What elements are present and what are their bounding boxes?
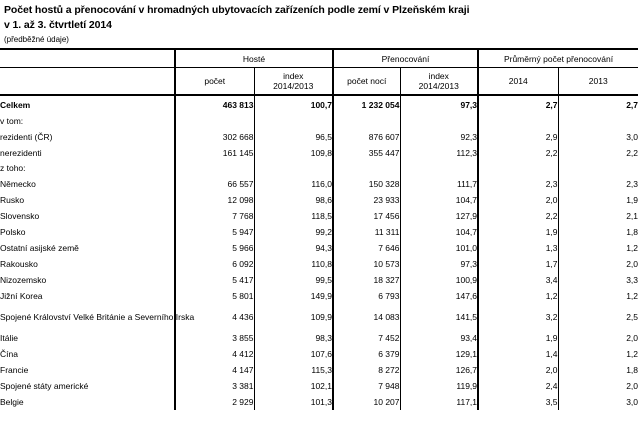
- row-label: Nizozemsko: [0, 274, 47, 285]
- sub-header-noci-index-l2: 2014/2013: [418, 81, 459, 91]
- row-value: 99,5: [254, 272, 333, 288]
- row-value: 3,2: [478, 304, 558, 330]
- row-label: z toho:: [0, 163, 26, 173]
- table-row: [0, 208, 638, 224]
- sub-header-hoste-index: [254, 68, 333, 96]
- row-value: 93,4: [400, 330, 478, 346]
- row-value: 3,3: [558, 272, 638, 288]
- row-value: [558, 114, 638, 129]
- row-value: 101,3: [254, 394, 333, 410]
- page-title-line-1: Počet hostů a přenocování v hromadných ubytovacích zařízeních podle zemí v Plzeňském kraji: [4, 4, 470, 16]
- table-row: [0, 346, 638, 362]
- table-row: [0, 256, 638, 272]
- row-value: 115,3: [254, 362, 333, 378]
- row-value: 7 768: [175, 208, 254, 224]
- row-value: 1,4: [478, 346, 558, 362]
- row-value: 6 092: [175, 256, 254, 272]
- page-title-line-2: v 1. až 3. čtvrtletí 2014: [4, 19, 112, 31]
- row-value: 1,8: [558, 362, 638, 378]
- row-value: 3,0: [558, 129, 638, 145]
- row-value: 18 327: [333, 272, 400, 288]
- row-value: 111,7: [400, 176, 478, 192]
- row-label: Spojené Království Velké Británie a Severního Irska: [0, 311, 195, 322]
- row-value: 104,7: [400, 224, 478, 240]
- row-label: Rusko: [0, 194, 25, 205]
- row-value: 1,2: [558, 288, 638, 304]
- row-value: 2,0: [478, 192, 558, 208]
- row-value: 4 436: [175, 304, 254, 330]
- row-value: 101,0: [400, 240, 478, 256]
- table-body: [0, 95, 638, 410]
- row-label: Rakousko: [0, 258, 38, 269]
- row-value: 23 933: [333, 192, 400, 208]
- group-header-blank: [0, 49, 175, 68]
- row-value: 104,7: [400, 192, 478, 208]
- row-value: 3,5: [478, 394, 558, 410]
- row-value: 129,1: [400, 346, 478, 362]
- row-value: 17 456: [333, 208, 400, 224]
- row-value: 1,8: [558, 224, 638, 240]
- row-value: 109,9: [254, 304, 333, 330]
- row-value: 126,7: [400, 362, 478, 378]
- row-value: 1,9: [558, 192, 638, 208]
- row-value: 127,9: [400, 208, 478, 224]
- row-value: 2,0: [558, 256, 638, 272]
- table-header: [0, 49, 638, 95]
- row-label: Slovensko: [0, 210, 40, 221]
- row-value: 112,3: [400, 145, 478, 161]
- row-value: 2,9: [478, 129, 558, 145]
- row-value: 1,3: [478, 240, 558, 256]
- row-label: rezidenti (ČR): [0, 131, 53, 142]
- group-header-hoste: Hosté: [175, 49, 333, 68]
- row-value: 4 147: [175, 362, 254, 378]
- table-row: [0, 394, 638, 410]
- row-value: 92,3: [400, 129, 478, 145]
- row-value: 302 668: [175, 129, 254, 145]
- row-value: 1,2: [478, 288, 558, 304]
- table-row: [0, 378, 638, 394]
- row-value: 7 452: [333, 330, 400, 346]
- table-row: [0, 224, 638, 240]
- table-sub-header-row: [0, 68, 638, 96]
- row-value: 116,0: [254, 176, 333, 192]
- row-value: [254, 114, 333, 129]
- row-value: 100,9: [400, 272, 478, 288]
- row-value: [558, 161, 638, 176]
- row-value: 119,9: [400, 378, 478, 394]
- row-value: 107,6: [254, 346, 333, 362]
- table-row: [0, 161, 638, 176]
- row-value: [400, 161, 478, 176]
- row-value: 7 948: [333, 378, 400, 394]
- row-label: Belgie: [0, 396, 24, 407]
- row-value: 99,2: [254, 224, 333, 240]
- row-value: 8 272: [333, 362, 400, 378]
- row-label: Jižní Korea: [0, 290, 43, 301]
- sub-header-hoste-pocet: [175, 68, 254, 96]
- row-value: 1,7: [478, 256, 558, 272]
- table-row: [0, 176, 638, 192]
- row-value: 5 947: [175, 224, 254, 240]
- table-row: [0, 362, 638, 378]
- row-value: 6 793: [333, 288, 400, 304]
- row-value: 97,3: [400, 256, 478, 272]
- row-value: 5 801: [175, 288, 254, 304]
- group-header-prenocovani: Přenocování: [333, 49, 478, 68]
- row-value: 118,5: [254, 208, 333, 224]
- row-value: 3 855: [175, 330, 254, 346]
- table-row: [0, 240, 638, 256]
- sub-header-noci-pocet-l1: počet nocí: [347, 76, 387, 86]
- sub-header-noci-index-l1: index: [428, 71, 449, 81]
- row-label: Spojené státy americké: [0, 380, 89, 391]
- row-value: 96,5: [254, 129, 333, 145]
- row-value: 4 412: [175, 346, 254, 362]
- page-subtitle: (předběžné údaje): [4, 35, 69, 44]
- sub-header-prumer-2013-l1: 2013: [588, 76, 608, 86]
- sub-header-noci-pocet: [333, 68, 400, 96]
- row-value: 109,8: [254, 145, 333, 161]
- row-value: 2,3: [558, 176, 638, 192]
- row-value: 14 083: [333, 304, 400, 330]
- row-value: [254, 161, 333, 176]
- row-value: 6 379: [333, 346, 400, 362]
- row-value: 10 573: [333, 256, 400, 272]
- row-value: [175, 114, 254, 129]
- table-row: [0, 192, 638, 208]
- row-value: 2,0: [478, 362, 558, 378]
- row-value: 117,1: [400, 394, 478, 410]
- sub-header-hoste-index-l1: index: [283, 71, 304, 81]
- row-value: 102,1: [254, 378, 333, 394]
- row-value: 2,1: [558, 208, 638, 224]
- row-value: [333, 161, 400, 176]
- row-value: 161 145: [175, 145, 254, 161]
- row-label: Itálie: [0, 332, 18, 343]
- row-label: Německo: [0, 178, 36, 189]
- row-value: 2,4: [478, 378, 558, 394]
- sub-header-prumer-2014: [478, 68, 558, 96]
- row-value: 2,0: [558, 330, 638, 346]
- table-row: [0, 145, 638, 161]
- row-value: 11 311: [333, 224, 400, 240]
- row-value: [400, 114, 478, 129]
- row-label: Čína: [0, 348, 18, 359]
- row-label: Celkem: [0, 99, 31, 110]
- row-value: 100,7: [254, 95, 333, 114]
- row-value: 97,3: [400, 95, 478, 114]
- row-value: 2,2: [478, 208, 558, 224]
- row-value: 10 207: [333, 394, 400, 410]
- table-row: [0, 272, 638, 288]
- table-row: [0, 114, 638, 129]
- row-value: 2,3: [478, 176, 558, 192]
- table-row: [0, 304, 638, 330]
- row-label: Ostatní asijské země: [0, 242, 79, 253]
- table-row: [0, 95, 638, 114]
- row-value: 147,6: [400, 288, 478, 304]
- row-value: 3 381: [175, 378, 254, 394]
- row-value: 98,6: [254, 192, 333, 208]
- row-value: 5 966: [175, 240, 254, 256]
- row-value: 1,2: [558, 240, 638, 256]
- row-value: 1 232 054: [333, 95, 400, 114]
- row-value: 98,3: [254, 330, 333, 346]
- row-value: 876 607: [333, 129, 400, 145]
- row-value: 355 447: [333, 145, 400, 161]
- sub-header-noci-index: [400, 68, 478, 96]
- row-value: 94,3: [254, 240, 333, 256]
- row-label: Polsko: [0, 226, 26, 237]
- row-value: [478, 114, 558, 129]
- title-block: [0, 0, 638, 46]
- row-label: v tom:: [0, 116, 24, 126]
- sub-header-prumer-2013: [558, 68, 638, 96]
- row-value: 2,7: [478, 95, 558, 114]
- row-value: 66 557: [175, 176, 254, 192]
- row-value: 3,0: [558, 394, 638, 410]
- row-value: 2,2: [558, 145, 638, 161]
- row-value: 1,9: [478, 330, 558, 346]
- sub-header-hoste-index-l2: 2014/2013: [273, 81, 314, 91]
- row-value: 2 929: [175, 394, 254, 410]
- row-value: 110,8: [254, 256, 333, 272]
- row-value: 5 417: [175, 272, 254, 288]
- row-value: 149,9: [254, 288, 333, 304]
- row-value: [175, 161, 254, 176]
- row-value: 12 098: [175, 192, 254, 208]
- row-value: 7 646: [333, 240, 400, 256]
- row-value: 463 813: [175, 95, 254, 114]
- row-value: 1,2: [558, 346, 638, 362]
- statistics-table: [0, 48, 638, 410]
- row-value: 150 328: [333, 176, 400, 192]
- row-value: [478, 161, 558, 176]
- sub-header-hoste-pocet-l1: počet: [204, 76, 226, 86]
- group-header-prumerny-pocet: Průměrný počet přenocování: [478, 49, 638, 68]
- row-label: Francie: [0, 364, 29, 375]
- table-row: [0, 330, 638, 346]
- row-value: 2,5: [558, 304, 638, 330]
- row-value: 2,7: [558, 95, 638, 114]
- row-label: nerezidenti: [0, 147, 42, 158]
- row-value: 1,9: [478, 224, 558, 240]
- sub-header-prumer-2014-l1: 2014: [508, 76, 528, 86]
- table-group-header-row: [0, 49, 638, 68]
- table-row: [0, 288, 638, 304]
- row-value: 2,0: [558, 378, 638, 394]
- row-value: 141,5: [400, 304, 478, 330]
- table-row: [0, 129, 638, 145]
- row-value: 2,2: [478, 145, 558, 161]
- sub-header-blank: [0, 68, 175, 96]
- row-value: [333, 114, 400, 129]
- row-value: 3,4: [478, 272, 558, 288]
